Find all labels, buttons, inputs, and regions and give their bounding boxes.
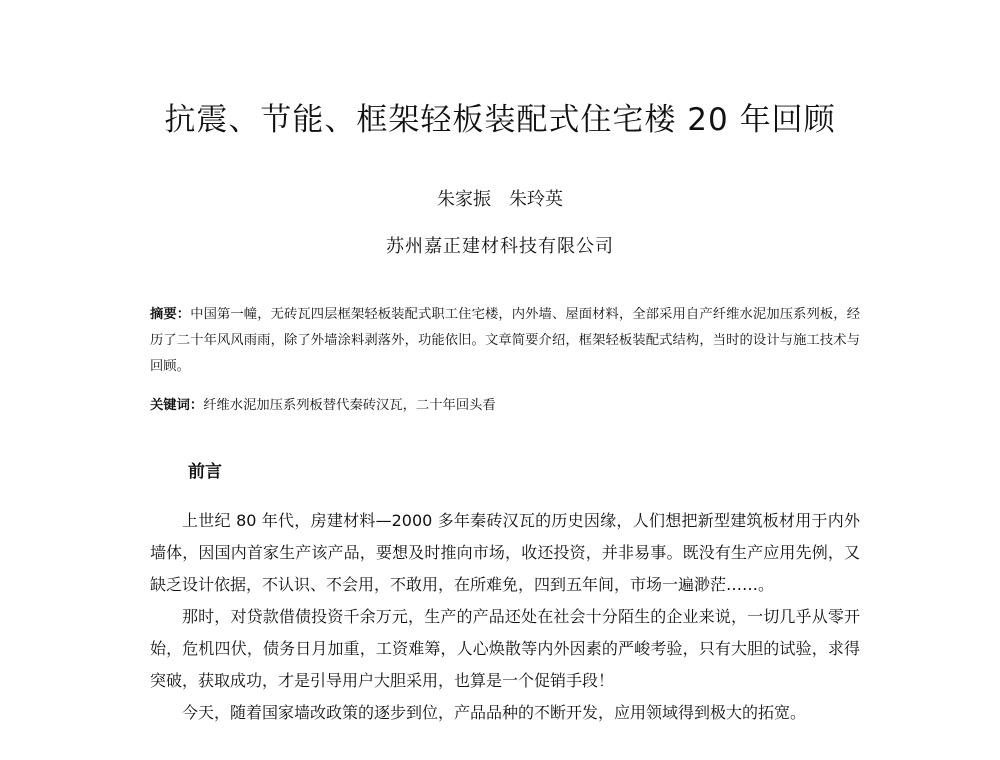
paper-title: 抗震、节能、框架轻板装配式住宅楼 20 年回顾 bbox=[164, 102, 836, 138]
author-list bbox=[0, 187, 1000, 213]
body-paragraph: 今天，随着国家墙改政策的逐步到位，产品品种的不断开发，应用领域得到极大的拓宽。 bbox=[182, 703, 807, 722]
section-heading: 前言 bbox=[188, 462, 222, 482]
body-paragraph: 那时，对贷款借债投资千余万元，生产的产品还处在社会十分陌生的企业来说，一切几乎从零开始，危机四伏，债务日月加重，工资难筹，人心焕散等内外因素的严峻考验，只有大胆的试验，求得突破，获取成功，才是引导用户大胆采用，也算是一个促销手段！ bbox=[150, 607, 860, 690]
keywords-label: 关键词： bbox=[150, 398, 204, 413]
author-name: 朱玲英 bbox=[509, 189, 563, 210]
author-affiliation: 苏州嘉正建材科技有限公司 bbox=[386, 236, 614, 257]
section-body bbox=[150, 505, 860, 729]
body-paragraph: 上世纪 80 年代，房建材料—2000 多年秦砖汉瓦的历史因缘，人们想把新型建筑板材用于内外墙体，因国内首家生产该产品，要想及时推向市场，收还投资，并非易事。既没有生产应用先例，又缺乏设计依据，不认识、不会用，不敢用，在所难免，四到五年间，市场一遍渺茫……。 bbox=[150, 511, 860, 594]
abstract-label: 摘要： bbox=[150, 307, 191, 322]
abstract bbox=[150, 302, 860, 380]
keywords-text: 纤维水泥加压系列板替代秦砖汉瓦，二十年回头看 bbox=[203, 398, 496, 413]
abstract-text: 中国第一幢，无砖瓦四层框架轻板装配式职工住宅楼，内外墙、屋面材料，全部采用自产纤维水泥加压系列板，经历了二十年风风雨雨，除了外墙涂料剥落外，功能依旧。文章简要介绍，框架轻板装配式结构，当时的设计与施工技术与回顾。 bbox=[150, 307, 861, 374]
author-name: 朱家振 bbox=[437, 189, 491, 210]
keywords bbox=[150, 393, 860, 419]
